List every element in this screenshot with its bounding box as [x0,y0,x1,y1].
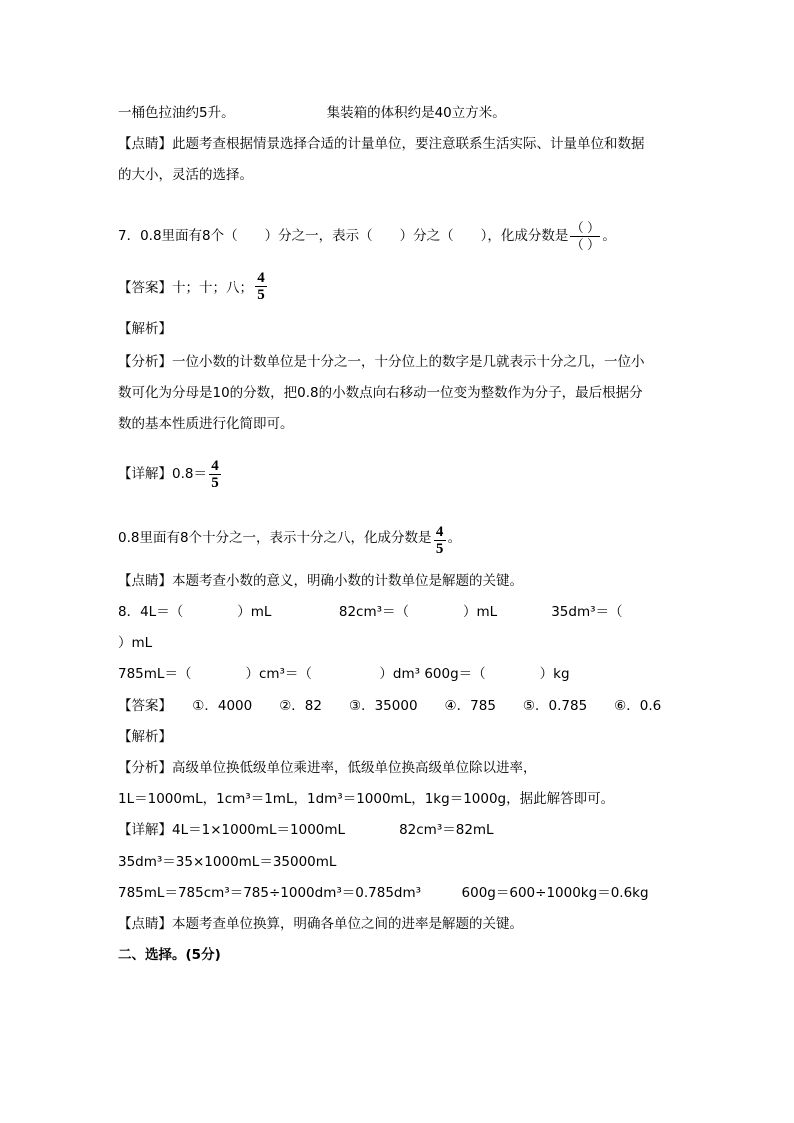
section-heading: 二、选择。(5分) [118,947,221,963]
text: 。 [447,530,462,546]
question-8: 8．4L＝（ ）mL 82cm³＝（ ）mL 35dm³＝（ [118,604,623,620]
denominator: 5 [257,287,265,303]
numerator: （ ） [570,219,601,235]
question-7 [118,218,616,254]
detail-line: 785mL＝785cm³＝785÷1000dm³＝0.785dm³ 600g＝600÷1000kg＝0.6kg [118,885,649,901]
answer-text: 【答案】十；十；八； [118,280,253,296]
question-8-cont: ）mL [118,635,153,651]
comment-line: 【点睛】此题考查根据情景选择合适的计量单位，要注意联系生活实际、计量单位和数据 [118,136,645,152]
answer-7 [118,270,269,306]
text-line: 的大小，灵活的选择。 [118,167,253,183]
text: 一桶色拉油约5升。 [118,105,235,121]
detail-line: 35dm³＝35×1000mL＝35000mL [118,854,337,870]
fraction [255,270,267,303]
analysis-line: 【分析】一位小数的计数单位是十分之一，十分位上的数字是几就表示十分之几，一位小 [118,354,645,370]
blank-fraction [570,220,600,253]
comment-line: 【点睛】本题考查单位换算，明确各单位之间的进率是解题的关键。 [118,916,523,932]
question-8-cont: 785mL＝（ ）cm³＝（ ）dm³ 600g＝（ ）kg [118,666,570,682]
detail-7-line2 [118,520,461,557]
analysis-line: 数的基本性质进行化简即可。 [118,416,294,432]
text-line [118,104,506,122]
analysis-line: 【分析】高级单位换低级单位乘进率，低级单位换高级单位除以进率， [118,760,537,776]
numerator: 4 [211,458,219,474]
detail-text: 【详解】0.8＝ [118,466,207,482]
text: 集装箱的体积约是40立方米。 [326,105,506,121]
numerator: 4 [435,524,444,540]
section-label: 【解析】 [118,729,172,745]
denominator: 5 [211,475,219,491]
comment-line: 【点睛】本题考查小数的意义，明确小数的计数单位是解题的关键。 [118,573,523,589]
detail-text: 0.8里面有8个十分之一，表示十分之八，化成分数是 [118,530,432,546]
analysis-line: 1L＝1000mL，1cm³＝1mL，1dm³＝1000mL，1kg＝1000g，据此解答即可。 [118,791,615,807]
fraction [434,524,446,557]
analysis-line: 数可化为分母是10的分数，把0.8的小数点向右移动一位变为整数作为分子，最后根据分 [118,385,643,401]
fraction [209,458,221,491]
text: 。 [602,228,616,244]
detail-line: 【详解】4L＝1×1000mL＝1000mL 82cm³＝82mL [118,822,494,838]
numerator: 4 [257,270,265,286]
question-text: 7．0.8里面有8个（ ）分之一，表示（ ）分之（ ），化成分数是 [118,228,569,244]
denominator: 5 [435,541,444,557]
detail-7 [118,456,223,492]
denominator: （ ） [570,236,601,252]
section-label: 【解析】 [118,321,172,337]
answer-8: 【答案】 ①．4000 ②．82 ③．35000 ④．785 ⑤．0.785 ⑥．0.6 [118,698,662,714]
